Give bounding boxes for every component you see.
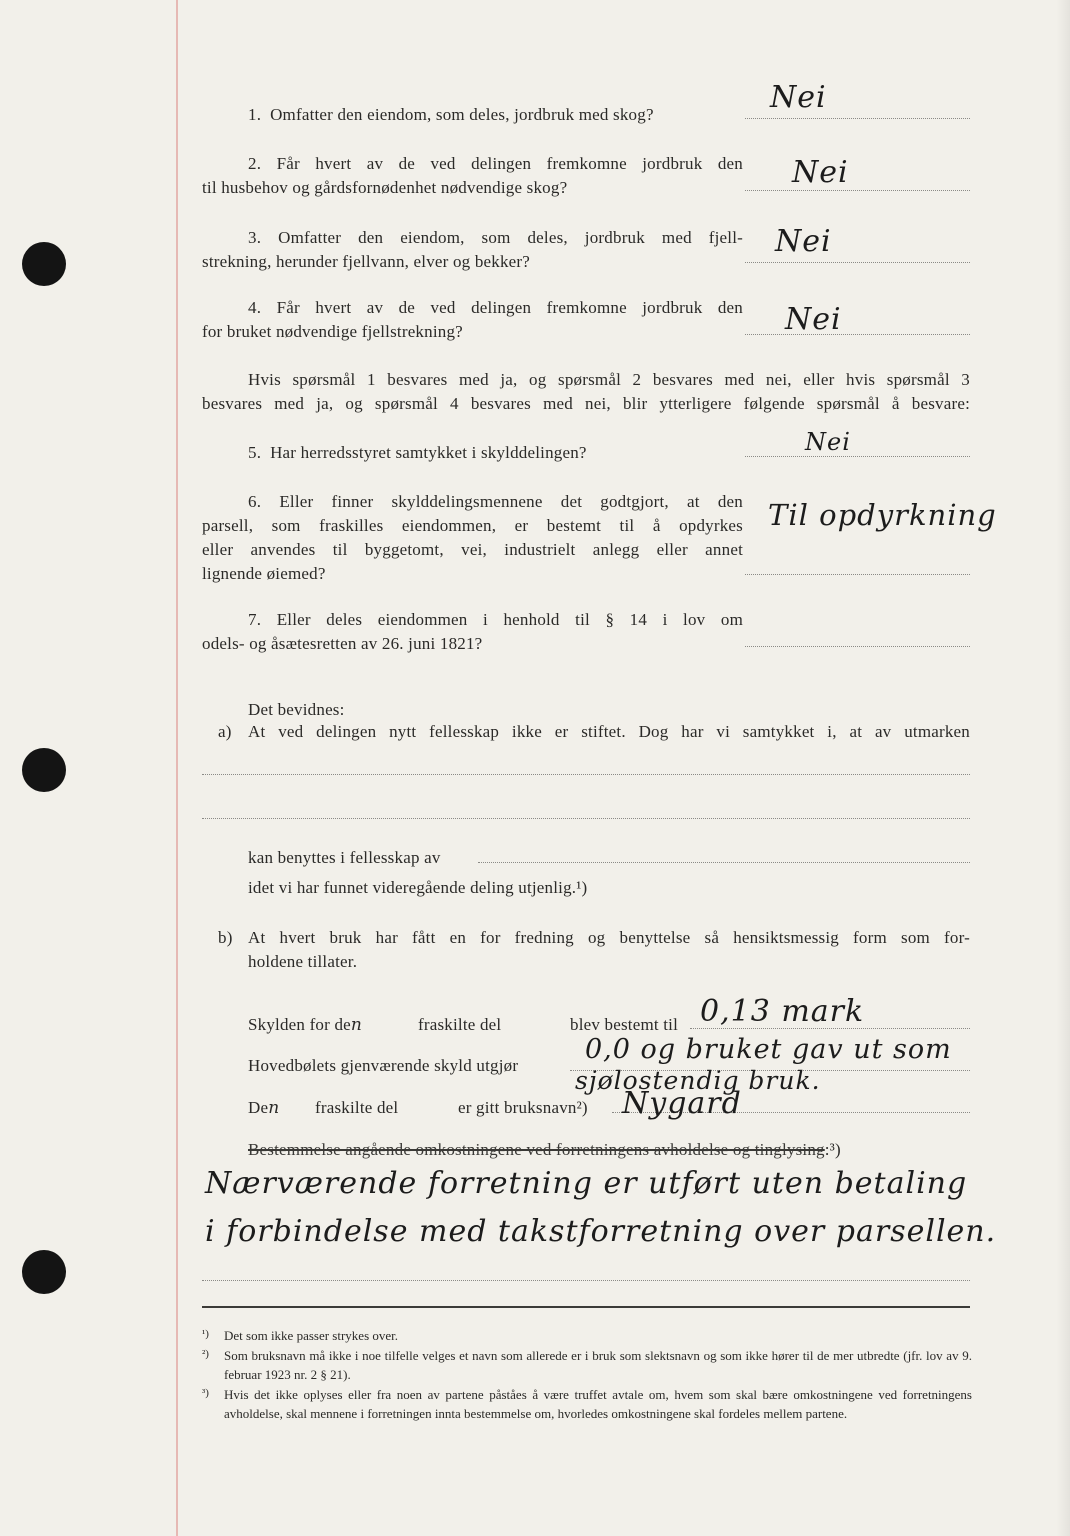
answer-line — [745, 334, 970, 335]
footnote-rule — [202, 1306, 970, 1308]
answer-line — [745, 118, 970, 119]
bruksnavn-handwritten: Nygard — [622, 1086, 742, 1121]
item-b-line-1: At hvert bruk har fått en for fredning og benyttelse så hensiktsmessig form som for- — [248, 928, 970, 947]
bestemmelse-label: Bestemmelse angående omkostningene ved forretningens avholdelse og tinglysing:³) — [248, 1140, 841, 1159]
footnote-1: ¹) Det som ikke passer strykes over. — [202, 1328, 399, 1343]
item-b-label: b) — [218, 928, 233, 947]
answer-5-handwritten: Nei — [805, 428, 851, 456]
idet-vi-text: idet vi har funnet videregående deling utjenlig.¹) — [248, 878, 588, 897]
question-3-line-2: strekning, herunder fjellvann, elver og bekker? — [202, 252, 531, 271]
question-4-line-2: for bruket nødvendige fjellstrekning? — [202, 322, 463, 341]
item-a-text: At ved delingen nytt fellesskap ikke er stiftet. Dog har vi samtykket i, at av utmarken — [248, 722, 970, 741]
punch-hole — [22, 242, 66, 286]
skylden-fraskilte: fraskilte del — [418, 1015, 502, 1034]
answer-4-handwritten: Nei — [785, 302, 842, 337]
blank-line — [202, 774, 970, 775]
answer-line — [745, 646, 970, 647]
kan-benyttes-text: kan benyttes i fellesskap av — [248, 848, 441, 867]
footnote-3: ³) Hvis det ikke oplyses eller fra noen av partene påståes å være truffet avtale om, hvem som skal bære omkostningene ved forretningens avholdelse, skal mennene i forretningen innta bestemmelse om, hvorledes omkostningene skal fordeles mellem partene. — [202, 1387, 972, 1421]
skylden-bestemt: blev bestemt til — [570, 1015, 679, 1034]
question-3-line-1: 3. Omfatter den eiendom, som deles, jordbruk med fjell- — [248, 228, 744, 247]
den-label: Den — [248, 1098, 280, 1118]
question-6-line-4: lignende øiemed? — [202, 564, 326, 583]
bevidnes-heading: Det bevidnes: — [248, 700, 345, 719]
question-2-line-1: 2. Får hvert av de ved delingen fremkomne jordbruk den — [248, 154, 743, 173]
skylden-value-handwritten: 0,13 mark — [700, 994, 865, 1029]
answer-line — [745, 190, 970, 191]
hovedbol-value-line-1: 0,0 og bruket gav ut som — [585, 1034, 952, 1065]
skylden-label: Skylden for den — [248, 1015, 363, 1035]
blank-line — [478, 862, 970, 863]
answer-6-handwritten: Til opdyrkning — [768, 498, 997, 532]
hovedbol-value-line-2: sjølostendig bruk. — [575, 1066, 821, 1095]
page-edge — [1056, 0, 1070, 1536]
blank-line — [202, 818, 970, 819]
question-2-line-2: til husbehov og gårdsfornødenhet nødvendige skog? — [202, 178, 568, 197]
punch-hole — [22, 748, 66, 792]
margin-line — [176, 0, 178, 1536]
answer-line — [745, 456, 970, 457]
punch-hole — [22, 1250, 66, 1294]
answer-1-handwritten: Nei — [770, 80, 827, 115]
footnotes — [202, 1326, 972, 1424]
question-7-line-2: odels- og åsætesretten av 26. juni 1821? — [202, 634, 483, 653]
item-b-line-2: holdene tillater. — [248, 952, 358, 971]
answer-3-handwritten: Nei — [775, 224, 832, 259]
question-6-line-2: parsell, som fraskilles eiendommen, er bestemt til å opdyrkes — [202, 516, 743, 535]
answer-line — [745, 262, 970, 263]
question-6-line-1: 6. Eller finner skylddelingsmennene det godtgjort, at den — [248, 492, 743, 511]
footnote-2: ²) Som bruksnavn må ikke i noe tilfelle velges et navn som allerede er i bruk som slektsnavn og som ikke hører til de mer utbredte (jfr. lov av 9. februar 1923 nr. 2 § 21). — [202, 1348, 972, 1382]
instruction-line-1: Hvis spørsmål 1 besvares med ja, og spørsmål 2 besvares med nei, eller hvis spørsmål 3 — [248, 370, 970, 389]
bestemmelse-handwritten-line-1: Nærværende forretning er utført uten betaling — [205, 1166, 968, 1201]
instruction-line-2: besvares med ja, og spørsmål 4 besvares med nei, blir ytterligere følgende spørsmål å besvare: — [202, 394, 970, 413]
question-6-line-3: eller anvendes til byggetomt, vei, industrielt anlegg eller annet — [202, 540, 743, 559]
den-bruksnavn: er gitt bruksnavn²) — [458, 1098, 588, 1117]
question-5: 5. Har herredsstyret samtykket i skylddelingen? — [248, 443, 587, 462]
item-a-label: a) — [218, 722, 232, 741]
question-7-line-1: 7. Eller deles eiendommen i henhold til § 14 i lov om — [248, 610, 744, 629]
hovedbol-label: Hovedbølets gjenværende skyld utgjør — [248, 1056, 519, 1075]
blank-line — [202, 1280, 970, 1281]
question-1: 1. Omfatter den eiendom, som deles, jordbruk med skog? — [248, 105, 654, 124]
answer-line — [745, 574, 970, 575]
answer-2-handwritten: Nei — [792, 155, 849, 190]
den-fraskilte: fraskilte del — [315, 1098, 399, 1117]
bestemmelse-handwritten-line-2: i forbindelse med takstforretning over parsellen. — [205, 1214, 997, 1249]
question-4-line-1: 4. Får hvert av de ved delingen fremkomne jordbruk den — [248, 298, 743, 317]
